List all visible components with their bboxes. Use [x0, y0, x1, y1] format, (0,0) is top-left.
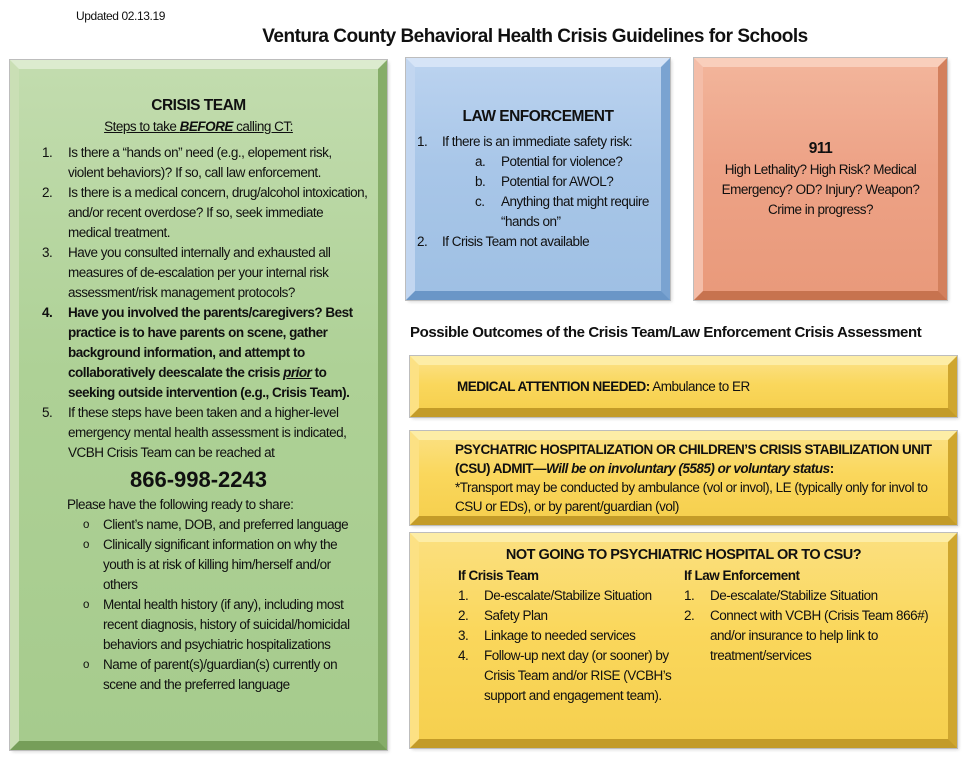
crisis-team-column — [458, 566, 684, 706]
share-items-list: o Client’s name, DOB, and preferred language o Clinically significant information on why the youth is at risk of killing him/herself and/or others o Mental health history (if any), including most recent diagnosis, history of suicidal/homicidal behaviors and psychiatric hospitalizations o Name of parent(s)/guardian(s) currently on scene and the preferred language — [83, 517, 350, 692]
crisis-team-content — [19, 69, 378, 695]
crisis-team-title: CRISIS TEAM — [151, 97, 246, 114]
law-enforcement-column-list: 1. De-escalate/Stabilize Situation 2. Connect with VCBH (Crisis Team 866#) and/or insurance to help link to treatment/services — [684, 588, 929, 663]
psych-admit-line: PSYCHATRIC HOSPITALIZATION OR CHILDREN’S CRISIS STABILIZATION UNIT (CSU) ADMIT—Will be on involuntary (5585) or voluntary status: — [455, 442, 932, 476]
medical-attention-box — [410, 356, 957, 417]
law-enforcement-list: 1. If there is an immediate safety risk: a. Potential for violence? b. Potential for AWOL? c. Anything that might require “hands on” 2. If Crisis Team not available — [417, 134, 649, 249]
share-intro: Please have the following ready to share: — [67, 497, 294, 512]
call-911-title: 911 — [808, 140, 833, 157]
not-going-content — [419, 542, 948, 706]
not-going-columns — [419, 566, 948, 706]
not-going-title: NOT GOING TO PSYCHIATRIC HOSPITAL OR TO CSU? — [505, 547, 862, 563]
crisis-team-column-header: If Crisis Team — [458, 568, 539, 583]
updated-date: Updated 02.13.19 — [76, 9, 166, 23]
crisis-team-subtitle: Steps to take BEFORE calling CT: — [104, 119, 293, 134]
psychiatric-hospitalization-text — [419, 440, 948, 516]
medical-attention-text: MEDICAL ATTENTION NEEDED: Ambulance to ER — [457, 378, 750, 394]
psychiatric-hospitalization-box — [410, 431, 957, 525]
crisis-team-steps-list: 1. Is there a “hands on” need (e.g., elopement risk, violent behaviors)? If so, call law enforcement. 2. Is there is a medical concern, drug/alcohol intoxication, and/or recent overdose? If so, seek immediate medical treatment. 3. Have you consulted internally and exhausted all measures of de-escalation per your internal risk assessment/risk management protocols? 4. Have you involved the parents/caregivers? Best practice is to have parents on scene, gather background information, and attempt to collaboratively deescalate the crisis prior to seeking outside intervention (e.g., Crisis Team). 5. If these steps have been taken and a higher-level emergency mental health assessment is indicated, VCBH Crisis Team can be reached at — [42, 145, 368, 460]
outcomes-heading: Possible Outcomes of the Crisis Team/Law Enforcement Crisis Assessment — [410, 324, 922, 341]
crisis-team-box — [10, 60, 387, 750]
crisis-team-phone-number: 866-998-2243 — [129, 467, 267, 492]
law-enforcement-box — [406, 58, 670, 300]
law-enforcement-column-header: If Law Enforcement — [684, 568, 800, 583]
not-going-box — [410, 533, 957, 748]
call-911-box — [694, 58, 947, 300]
page-title: Ventura County Behavioral Health Crisis Guidelines for Schools — [262, 26, 808, 47]
crisis-team-column-list: 1. De-escalate/Stabilize Situation 2. Safety Plan 3. Linkage to needed services 4. Follow-up next day (or sooner) by Crisis Team and/or RISE (VCBH’s support and engagement team). — [458, 588, 672, 703]
law-enforcement-column — [684, 566, 942, 706]
law-enforcement-title: LAW ENFORCEMENT — [462, 108, 614, 125]
call-911-body: High Lethality? High Risk? Medical Emergency? OD? Injury? Weapon? Crime in progress? — [721, 162, 920, 217]
psych-transport-line: *Transport may be conducted by ambulance (vol or invol), LE (typically only for invol to CSU or EDs), or by parent/guardian (vol) — [455, 480, 928, 514]
